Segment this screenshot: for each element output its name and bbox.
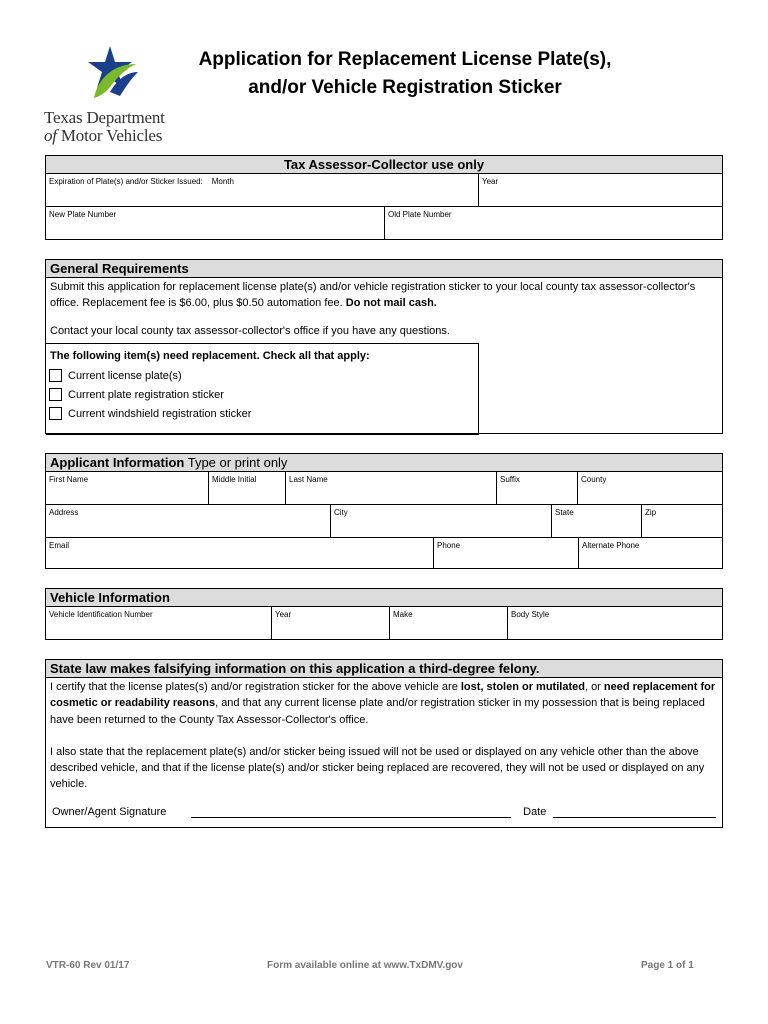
form-id: VTR-60 Rev 01/17 [46,960,130,971]
tax-assessor-header: Tax Assessor-Collector use only [46,156,722,174]
general-requirements-section [45,259,723,434]
county-label: County [581,475,607,484]
form-title-line2: and/or Vehicle Registration Sticker [248,77,562,98]
certification-text-part2: , or [584,681,604,693]
usage-statement: I also state that the replacement plate(s) and/or sticker being issued will not be used or displayed on any vehicle other than the above described vehicle, and that if the license plate(s) and/or sticker being replaced are recovered, they will not be used or displayed on any vehicle. [50,745,705,791]
windshield-sticker-checkbox[interactable] [49,407,62,420]
zip-label: Zip [645,508,657,517]
expiration-month-label: Expiration of Plate(s) and/or Sticker Issued: Month [49,177,234,186]
applicant-information-header [46,454,722,472]
make-label: Make [393,610,413,619]
phone-label: Phone [437,541,461,550]
old-plate-number-label: Old Plate Number [388,210,452,219]
item-license-plates [46,366,478,385]
expiration-year-label: Year [482,177,499,186]
owner-agent-signature-label: Owner/Agent Signature [52,805,167,818]
lost-stolen-mutilated: lost, stolen or mutilated [460,681,585,693]
alternate-phone-field[interactable] [579,538,722,569]
certification-section [45,659,723,828]
date-label: Date [523,805,547,818]
felony-warning-header: State law makes falsifying information on this application a third-degree felony. [46,660,722,678]
middle-initial-field[interactable] [209,472,286,504]
logo-text-line2 [44,126,162,146]
first-name-field[interactable] [46,472,209,504]
last-name-label: Last Name [289,475,328,484]
suffix-field[interactable] [497,472,578,504]
address-field[interactable] [46,505,331,537]
expiration-year-field[interactable] [479,174,722,206]
last-name-field[interactable] [286,472,497,504]
date-line[interactable] [553,805,716,818]
vin-label: Vehicle Identification Number [49,610,153,619]
form-online-notice: Form available online at www.TxDMV.gov [267,960,463,971]
license-plates-checkbox[interactable] [49,369,62,382]
general-instructions-text: Submit this application for replacement license plate(s) and/or vehicle registration sticker to your local county tax assessor-collector's office. Replacement fee is $6.00, plus $0.50 automation fee. [50,281,696,309]
applicant-contact-row [46,538,722,569]
middle-initial-label: Middle Initial [212,475,257,484]
certification-paragraph [46,679,722,728]
applicant-name-row [46,472,722,505]
make-field[interactable] [390,607,508,639]
state-field[interactable] [552,505,642,537]
general-requirements-header: General Requirements [46,260,722,278]
page-number: Page 1 of 1 [641,960,694,971]
email-label: Email [49,541,70,550]
vehicle-information-header: Vehicle Information [46,589,722,607]
replacement-items-box [46,343,479,435]
item-plate-sticker [46,385,478,404]
city-field[interactable] [331,505,552,537]
expiration-month-field[interactable] [46,174,479,206]
expiration-row [46,174,722,207]
county-field[interactable] [578,472,722,504]
old-plate-number-field[interactable] [385,207,722,239]
applicant-address-row [46,505,722,538]
zip-field[interactable] [642,505,722,537]
body-style-label: Body Style [511,610,550,619]
plate-number-row [46,207,722,239]
email-field[interactable] [46,538,434,569]
cosmetic-readability-reasons: need replacement for cosmetic or readability reasons [50,681,716,710]
general-instructions [46,279,722,311]
new-plate-number-label: New Plate Number [49,210,117,219]
plate-sticker-checkbox[interactable] [49,388,62,401]
plate-sticker-label: Current plate registration sticker [68,388,224,401]
no-cash-notice: Do not mail cash. [345,297,437,309]
applicant-information-title: Applicant Information [50,455,185,470]
body-style-field[interactable] [508,607,722,639]
logo-text-motor-vehicles: Motor Vehicles [56,126,163,145]
certification-text-part1: I certify that the license plates(s) and/or registration sticker for the above vehicle are [50,681,461,693]
certification-text-part3: , and that any current license plate and/or registration sticker in my possession that is being replaced have been returned to the County Tax Assessor-Collector's office. [50,697,705,726]
state-label: State [555,508,574,517]
new-plate-number-field[interactable] [46,207,385,239]
vin-field[interactable] [46,607,272,639]
phone-field[interactable] [434,538,579,569]
city-label: City [334,508,348,517]
license-plates-label: Current license plate(s) [68,369,182,382]
signature-line[interactable] [191,805,511,818]
vehicle-year-label: Year [275,610,292,619]
vehicle-information-section [45,588,723,640]
tax-assessor-section [45,155,723,240]
logo-text-of: of [44,126,57,145]
windshield-sticker-label: Current windshield registration sticker [68,407,252,420]
signature-row [46,805,722,818]
replacement-items-title: The following item(s) need replacement. Check all that apply: [50,350,370,362]
address-label: Address [49,508,79,517]
vehicle-row [46,607,722,639]
star-swoosh-icon [80,42,144,106]
item-windshield-sticker [46,404,478,423]
suffix-label: Suffix [500,475,520,484]
applicant-information-section [45,453,723,569]
vehicle-year-field[interactable] [272,607,390,639]
applicant-information-note: Type or print only [184,455,288,470]
form-title-line1: Application for Replacement License Plate(s), [198,49,612,70]
logo-text-line1: Texas Department [44,108,165,127]
contact-instructions: Contact your local county tax assessor-collector's office if you have any questions. [50,325,450,337]
alternate-phone-label: Alternate Phone [582,541,640,550]
first-name-label: First Name [49,475,89,484]
